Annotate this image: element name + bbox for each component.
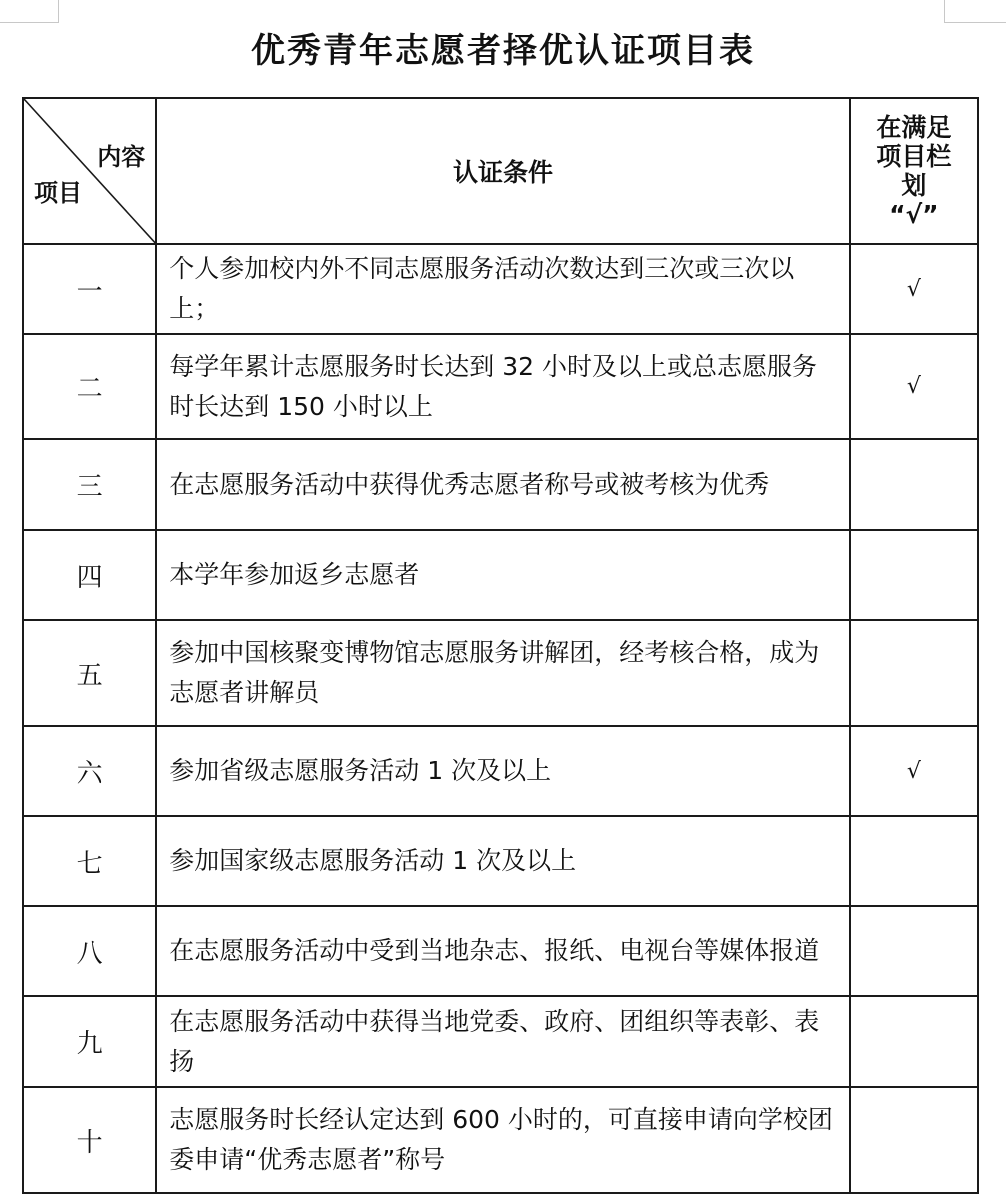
- header-check-column: [850, 98, 978, 244]
- row-index: 八: [23, 906, 156, 996]
- table-row: [23, 334, 978, 439]
- check-mark: √: [850, 244, 978, 334]
- row-condition: 在志愿服务活动中受到当地杂志、报纸、电视台等媒体报道: [156, 906, 849, 996]
- table-row: [23, 530, 978, 620]
- row-index: 七: [23, 816, 156, 906]
- table-row: [23, 996, 978, 1087]
- row-index: 三: [23, 439, 156, 530]
- row-index: 一: [23, 244, 156, 334]
- row-index: 五: [23, 620, 156, 726]
- header-check-line: 在满足: [876, 113, 952, 142]
- header-check-line: 划: [901, 171, 927, 200]
- check-mark: [850, 439, 978, 530]
- header-check-line: 项目栏: [876, 142, 952, 171]
- table-row: [23, 1087, 978, 1193]
- check-mark: [850, 1087, 978, 1193]
- table-row: [23, 439, 978, 530]
- table-row: [23, 906, 978, 996]
- row-condition: 参加中国核聚变博物馆志愿服务讲解团，经考核合格，成为志愿者讲解员: [156, 620, 849, 726]
- header-diagonal-cell: [23, 98, 156, 244]
- check-mark: [850, 906, 978, 996]
- document-title: 优秀青年志愿者择优认证项目表: [251, 31, 755, 71]
- header-condition: 认证条件: [156, 98, 849, 244]
- row-condition: 在志愿服务活动中获得当地党委、政府、团组织等表彰、表扬: [156, 996, 849, 1087]
- check-mark: [850, 620, 978, 726]
- header-check-line: “√”: [889, 200, 939, 229]
- row-index: 九: [23, 996, 156, 1087]
- check-mark: [850, 530, 978, 620]
- row-index: 二: [23, 334, 156, 439]
- row-condition: 参加省级志愿服务活动 1 次及以上: [156, 726, 849, 816]
- row-index: 四: [23, 530, 156, 620]
- row-condition: 本学年参加返乡志愿者: [156, 530, 849, 620]
- table-row: [23, 726, 978, 816]
- page-corner-mark-left: [0, 0, 59, 23]
- table-header-row: [23, 98, 978, 244]
- table-row: [23, 620, 978, 726]
- table-row: [23, 244, 978, 334]
- row-condition: 每学年累计志愿服务时长达到 32 小时及以上或总志愿服务时长达到 150 小时以上: [156, 334, 849, 439]
- check-mark: [850, 996, 978, 1087]
- row-condition: 志愿服务时长经认定达到 600 小时的，可直接申请向学校团委申请“优秀志愿者”称号: [156, 1087, 849, 1193]
- row-index: 六: [23, 726, 156, 816]
- page-corner-mark-right: [944, 0, 1006, 23]
- certification-table: [22, 97, 979, 1194]
- row-condition: 个人参加校内外不同志愿服务活动次数达到三次或三次以上；: [156, 244, 849, 334]
- header-item-label: 项目: [34, 179, 82, 207]
- row-condition: 在志愿服务活动中获得优秀志愿者称号或被考核为优秀: [156, 439, 849, 530]
- row-index: 十: [23, 1087, 156, 1193]
- row-condition: 参加国家级志愿服务活动 1 次及以上: [156, 816, 849, 906]
- check-mark: [850, 816, 978, 906]
- check-mark: √: [850, 726, 978, 816]
- table-row: [23, 816, 978, 906]
- check-mark: √: [850, 334, 978, 439]
- header-content-label: 内容: [97, 143, 146, 171]
